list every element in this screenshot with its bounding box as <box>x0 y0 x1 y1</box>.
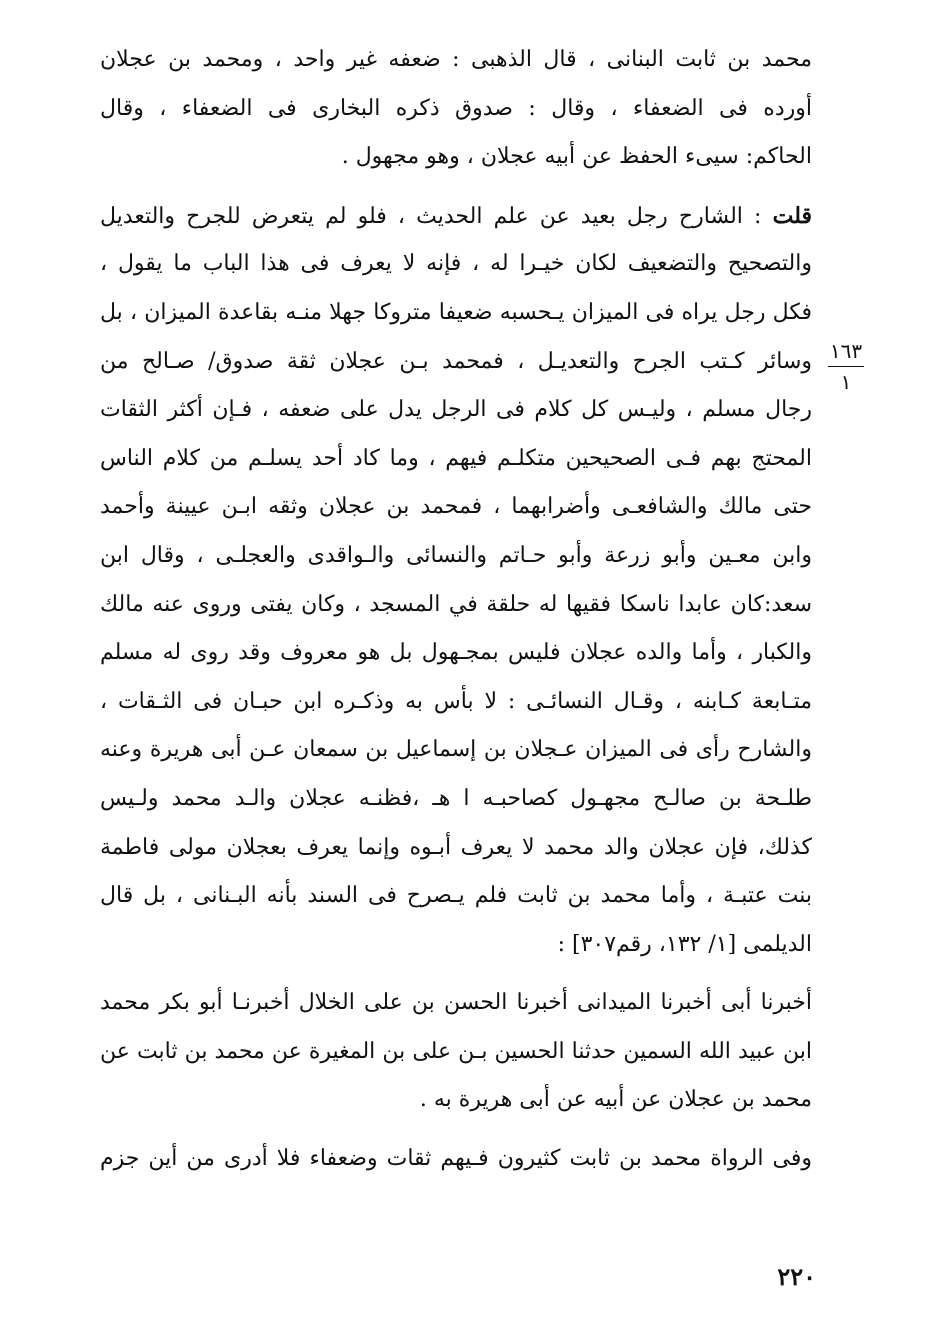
text-line: ابن عبيد الله السمين حدثنا الحسين بـن على بن المغيرة عن محمد بن ثابت عن <box>100 1038 812 1064</box>
text-line <box>100 192 812 241</box>
text-line-rest: : الشارح رجل بعيد عن علم الحديث ، فلو لم يتعرض للجرح والتعديل <box>100 203 773 229</box>
text-line: كذلك، فإن عجلان والد محمد لا يعرف أبـوه وإنما يعرف بعجلان مولى فاطمة <box>100 834 812 860</box>
text-line: الحاكم: سيىء الحفظ عن أبيه عجلان ، وهو مجهول . <box>341 144 812 170</box>
paragraph-lead-word: قلت <box>772 202 812 229</box>
paragraph-4 <box>100 1135 812 1184</box>
margin-folio-number: ١٦٣ <box>829 339 863 363</box>
text-line: طلـحة بن صالـح مجهـول كصاحبـه ا هـ ،فظنـه عجلان والـد محمد ولـيس <box>100 785 812 811</box>
text-line: حتى مالك والشافعـى وأضرابهما ، فمحمد بن عجلان وثقه ابـن عيينة وأحمد <box>100 494 812 520</box>
text-line: فكل رجل يراه فى الميزان يـحسبه ضعيفا متروكا جهلا منـه بقاعدة الميزان ، بل <box>100 299 812 325</box>
text-line: متـابعة كـابنه ، وقـال النسائـى : لا بأس به وذكـره ابن حبـان فى الثـقات ، <box>100 688 812 714</box>
document-body <box>100 36 812 1194</box>
text-line: رجال مسلم ، وليـس كل كلام فى الرجل يدل على ضعفه ، فـإن أكثر الثقات <box>100 397 812 423</box>
text-line: محمد بن عجلان عن أبيه عن أبى هريرة به . <box>419 1087 812 1113</box>
text-line: والتصحيح والتضعيف لكان خيـرا له ، فإنه لا يعرف فى هذا الباب ما يقول ، <box>100 251 812 277</box>
text-line: والشارح رأى فى الميزان عـجلان بن إسماعيل بن سمعان عـن أبى هريرة وعنه <box>100 737 812 763</box>
text-line: أخبرنا أبى أخبرنا الميدانى أخبرنا الحسن بن على الخلال أخبرنـا أبو بكر محمد <box>100 990 812 1016</box>
paragraph-2 <box>100 192 812 970</box>
text-line: وفى الرواة محمد بن ثابت كثيرون فـيهم ثقات وضعفاء فلا أدرى من أين جزم <box>100 1146 812 1172</box>
margin-folio-side: ١ <box>840 370 852 394</box>
text-line: أورده فى الضعفاء ، وقال : صدوق ذكره البخارى فى الضعفاء ، وقال <box>100 95 812 121</box>
text-line: المحتج بهم فـى الصحيحين متكلـم فيهم ، وما كاد أحد يسلـم من كلام الناس <box>100 445 812 471</box>
text-line: محمد بن ثابت البنانى ، قال الذهبى : ضعفه غير واحد ، ومحمد بن عجلان <box>100 47 812 72</box>
margin-divider <box>828 366 864 367</box>
text-line: بنت عتبـة ، وأما محمد بن ثابت فلم يـصرح فى السند بأنه البـنانى ، بل قال <box>100 883 812 909</box>
paragraph-3 <box>100 979 812 1125</box>
text-line: سعد:كان عابدا ناسكا فقيها له حلقة في المسجد ، وكان يفتى وروى عنه مالك <box>100 591 812 617</box>
text-line: الديلمى [١/ ١٣٢، رقم٣٠٧] : <box>557 931 812 957</box>
text-line: وابن معـين وأبو زرعة وأبو حـاتم والنسائى والـواقدى والعجلـى ، وقال ابن <box>100 542 812 568</box>
text-line: والكبار ، وأما والده عجلان فليس بمجـهول بل هو معروف وقد روى له مسلم <box>100 640 812 666</box>
margin-folio-reference <box>826 340 866 393</box>
text-line: وسائر كـتب الجرح والتعديـل ، فمحمد بـن عجلان ثقة صدوق/ صـالح من <box>100 348 812 374</box>
paragraph-1 <box>100 36 812 182</box>
page-number: ٢٢٠ <box>777 1262 816 1291</box>
